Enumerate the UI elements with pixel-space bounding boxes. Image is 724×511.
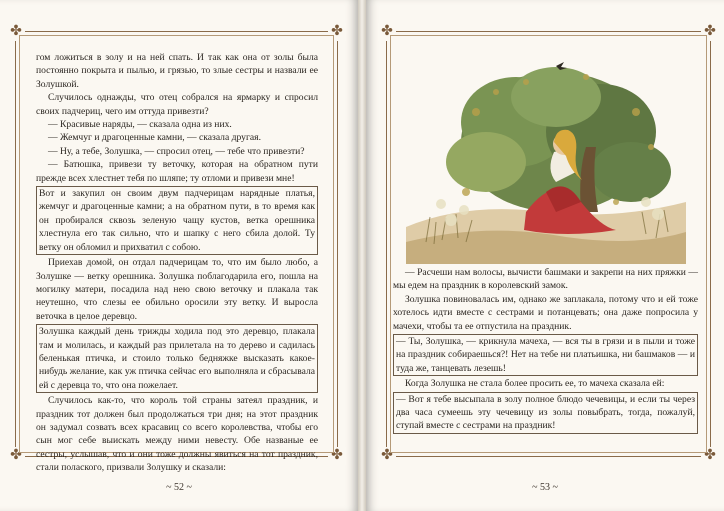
paragraph: — Ты, Золушка, — крикнула мачеха, — вся ты в грязи и в пыли и тоже на праздник собираешься?! Нет на тебе ни платьишка, ни башмаков — и туда же, танцевать лезешь! [393, 334, 698, 376]
paragraph: — Расчеши нам волосы, вычисти башмаки и закрепи на них пряжки — мы едем на праздник в королевский замок. [393, 267, 698, 292]
book-gutter [358, 0, 366, 511]
paragraph: Случилось как-то, что король той страны затеял праздник, и праздник тот должен был продолжаться три дня; на этот праздник он задумал созвать всех красавиц со всего королевства, чтобы его сын мог себе выискать между ними невесту. Обе названые ее сестры, услышав, что и они тоже должны явиться на тот праздник, стали полаского, призвали Золушку и сказали: [36, 395, 318, 474]
corner-ornament-icon: ✤ [701, 23, 719, 41]
paragraph: Когда Золушка не стала более просить ее, то мачеха сказала ей: [405, 378, 665, 390]
corner-ornament-icon: ✤ [7, 23, 25, 41]
paragraph: Золушка повиновалась им, однако же заплакала, потому что и ей тоже хотелось идти вместе с сестрами и потанцевать; она даже попросила у мачехи, чтобы та ее отпустила на праздник. [393, 293, 698, 332]
left-page-text [36, 51, 318, 475]
paragraph: — Вот я тебе высыпала в золу полное блюдо чечевицы, и если ты через два часа сумеешь эту чечевицу из золы повыбрать, тогда, пожалуй, ступай вместе с сестрами на праздник! [393, 392, 698, 434]
paragraph: — Красивые наряды, — сказала одна из них. [48, 119, 232, 131]
paragraph: Приехав домой, он отдал падчерицам то, что им было любо, а Золушке — ветку орешника. Золушка поблагодарила его, пошла на могилку матери, посадила над нею свою веточку и плакала так неутешно, что слезы ее обильно оросили эту ветку. И выросла веточка в целое деревцо. [36, 257, 318, 322]
corner-ornament-icon: ✤ [328, 447, 346, 465]
page-number: ~ 52 ~ [166, 482, 192, 493]
corner-ornament-icon: ✤ [7, 447, 25, 465]
right-page-text [393, 266, 698, 435]
page-number: ~ 53 ~ [532, 482, 558, 493]
paragraph: Случилось однажды, что отец собрался на ярмарку и спросил своих падчериц, чего им оттуда привезти? [36, 92, 318, 117]
paragraph: гом ложиться в золу и на ней спать. И так как она от золы была постоянно покрыта и пылью, и грязью, то злые сестры и назвали ее Золушкой. [36, 52, 318, 90]
corner-ornament-icon: ✤ [378, 23, 396, 41]
paragraph: — Батюшка, привези ту веточку, которая на обратном пути прежде всех хлестнет тебя по шляпе; ту отломи и привези мне! [36, 159, 318, 184]
paragraph: Вот и закупил он своим двум падчерицам нарядные платья, жемчуг и драгоценные камни; а на обратном пути, в то время как он пробирался сквозь зеленую чащу кустов, ветка орешника хлестнула его так сильно, что и шапку с него сбила долой. Ту ветку он обломил и прихватил с собою. [36, 186, 318, 255]
left-page [0, 0, 358, 511]
paragraph: — Ну, а тебе, Золушка, — спросил отец, — тебе что привезти? [48, 145, 305, 157]
paragraph: Золушка каждый день трижды ходила под это деревцо, плакала там и молилась, и каждый раз прилетала на то дерево и садилась беленькая птичка, и стоило только бедняжке высказать какое-нибудь желание, как уж птичка сейчас его выполняла и сбрасывала ей с деревца то, что она пожелает. [36, 324, 318, 393]
corner-ornament-icon: ✤ [378, 447, 396, 465]
corner-ornament-icon: ✤ [701, 447, 719, 465]
paragraph: — Жемчуг и драгоценные камни, — сказала другая. [48, 132, 261, 144]
cinderella-under-tree-illustration [406, 52, 686, 264]
corner-ornament-icon: ✤ [328, 23, 346, 41]
right-page [366, 0, 724, 511]
